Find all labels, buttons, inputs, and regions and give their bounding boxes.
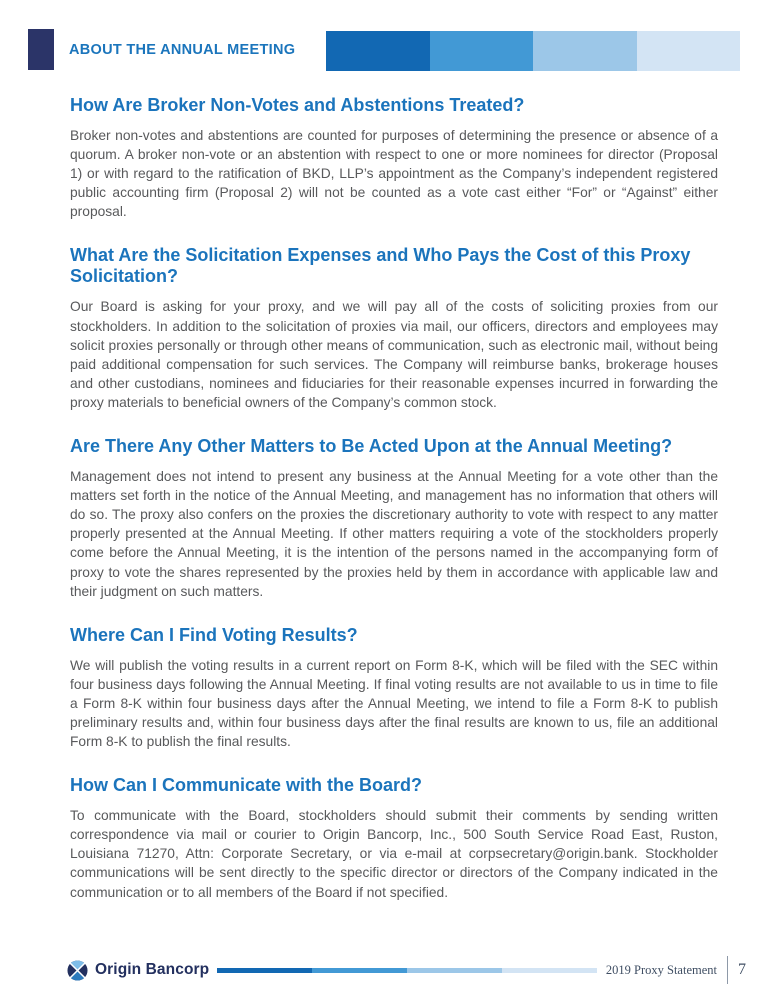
qa-section: [70, 625, 718, 751]
header-accent-square: [28, 29, 54, 70]
question-heading: Are There Any Other Matters to Be Acted Upon at the Annual Meeting?: [70, 436, 673, 457]
question-heading: How Are Broker Non-Votes and Abstentions Treated?: [70, 95, 525, 115]
gradient-segment: [502, 968, 597, 973]
gradient-segment: [430, 31, 534, 71]
gradient-segment: [533, 31, 637, 71]
question-heading: How Can I Communicate with the Board?: [70, 775, 423, 796]
gradient-segment: [407, 968, 502, 973]
qa-section: [70, 436, 718, 601]
answer-paragraph: To communicate with the Board, stockholders should submit their comments by sending written correspondence via mail or courier to Origin Bancorp, Inc., 500 South Service Road East, Ruston, Louisiana 71270, Attn: Corporate Secretary, or via e-mail at corpsecretary@origin.bank. Stockholder communications will be sent directly to the specific director or directors of the Company indicated in the communication or to all members of the Board if not specified.: [70, 808, 718, 900]
answer-paragraph: Management does not intend to present any business at the Annual Meeting for a vote other than the matters set forth in the notice of the Annual Meeting, and management has no information that others will do so. The proxy also confers on the proxies the discretionary authority to vote with respect to any matter properly presented at the Annual Meeting. If other matters requiring a vote of the stockholders properly come before the Annual Meeting, it is the intention of the persons named in the accompanying form of proxy to vote the shares represented by the proxies held by them in accordance with applicable law and their judgment on such matters.: [70, 469, 718, 599]
footer-gradient-bar: [217, 968, 597, 973]
document-body: [70, 95, 718, 902]
page-footer: [67, 953, 746, 987]
answer-paragraph: We will publish the voting results in a current report on Form 8-K, which will be filed with the SEC within four business days following the Annual Meeting. If final voting results are not available to us in time to file a Form 8-K within four business days after the Annual Meeting, we intend to file a Form 8-K to publish preliminary results and, within four business days after the final results are known to us, file an additional Form 8-K to publish the final results.: [70, 657, 718, 750]
question-heading: What Are the Solicitation Expenses and Who Pays the Cost of this Proxy Solicitation?: [70, 245, 691, 287]
gradient-segment: [217, 968, 312, 973]
gradient-segment: [312, 968, 407, 973]
answer-paragraph: Broker non-votes and abstentions are counted for purposes of determining the presence or absence of a quorum. A broker non-vote or an abstention with respect to one or more nominees for director (Proposal 1) or with regard to the ratification of BKD, LLP’s appointment as the Company’s independent registered public accounting firm (Proposal 2) will not be counted as a vote cast either “For” or “Against” either proposal.: [70, 128, 718, 220]
footer-divider: [727, 956, 728, 984]
document-label: 2019 Proxy Statement: [605, 962, 717, 977]
origin-quadrant-circle-icon: [67, 960, 88, 981]
answer-paragraph: Our Board is asking for your proxy, and we will pay all of the costs of soliciting proxies from our stockholders. In addition to the solicitation of proxies via mail, our officers, directors and employees may solicit proxies personally or through other means of communication, such as electronic mail, without being paid additional compensation for such services. The Company will reimburse banks, brokerage houses and other custodians, nominees and fiduciaries for their reasonable expenses incurred in forwarding the proxy materials to beneficial owners of the Company’s common stock.: [70, 299, 718, 410]
page-section-title: ABOUT THE ANNUAL MEETING: [69, 41, 296, 58]
qa-section: [70, 245, 718, 412]
gradient-segment: [637, 31, 741, 71]
qa-section: [70, 775, 718, 901]
company-wordmark: Origin Bancorp: [95, 961, 210, 978]
page-number: 7: [738, 961, 746, 978]
qa-section: [70, 95, 718, 221]
header-gradient-bar: [326, 31, 740, 71]
question-heading: Where Can I Find Voting Results?: [70, 624, 358, 645]
gradient-segment: [326, 31, 430, 71]
